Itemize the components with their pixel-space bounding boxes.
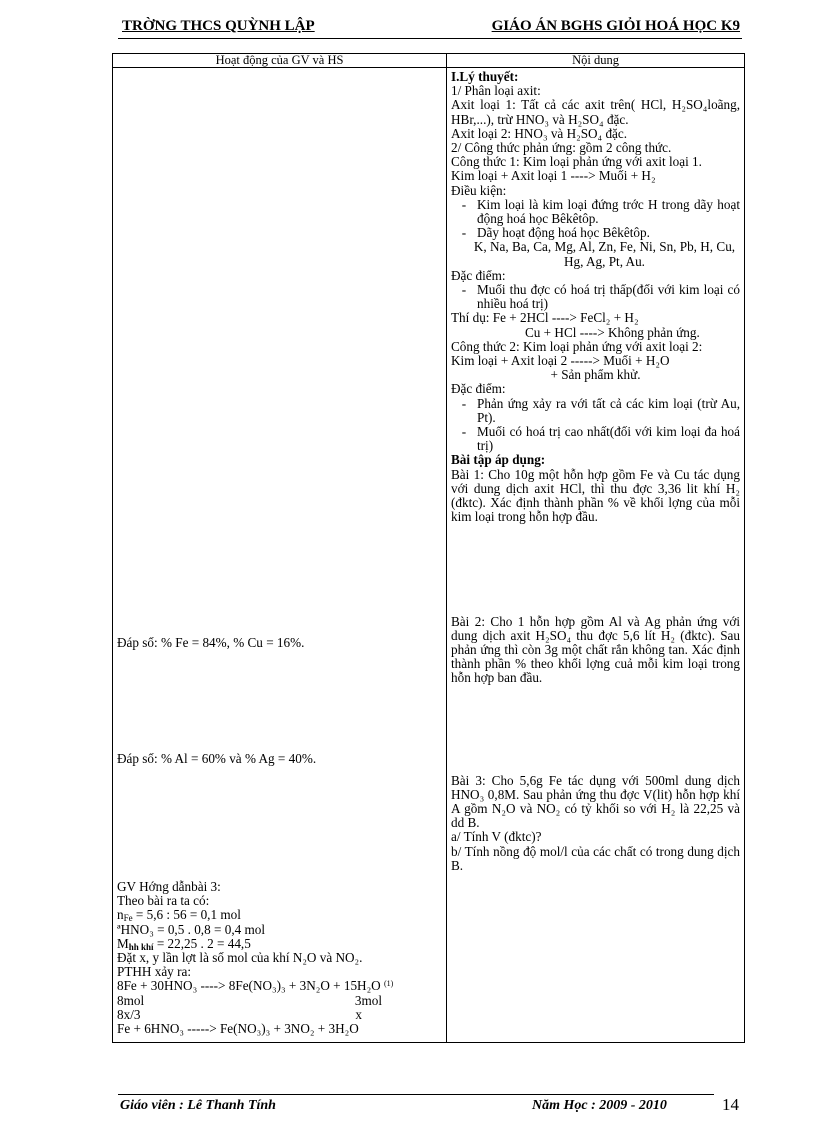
page-header bbox=[118, 18, 742, 38]
guide-line-4: $M_{hh khí} = 22,25$ . 2 = 44,5 bbox=[117, 935, 251, 952]
activities-cell bbox=[113, 68, 447, 1043]
mole-row-1: 8mol 3mol bbox=[117, 992, 382, 1008]
acid-type-2: Axit loại 2: HNO₃ và H₂SO₄ đặc. bbox=[451, 125, 628, 141]
exercise-3b: b/ Tính nồng độ mol/l của các chất có trong dung dịch B. bbox=[451, 843, 740, 873]
answer-1: Đáp số: % Fe = 84%, % Cu = 16%. bbox=[117, 635, 305, 650]
lesson-table bbox=[112, 53, 745, 1043]
example-line-2: Cu + HCl ----> Không phản ứng. bbox=[525, 324, 700, 340]
features-label-1: Đặc điểm: bbox=[451, 267, 506, 283]
document-title: GIÁO ÁN BGHS GIỎI HOÁ HỌC K9 bbox=[491, 18, 740, 34]
header-rule bbox=[118, 38, 742, 39]
guide-line-2: $n_{Fe} = 5,6$ : 56 = 0,1 mol bbox=[117, 907, 241, 924]
acid-classification-title: 1/ Phân loại axit: bbox=[451, 83, 541, 99]
exercise-3a: a/ Tính V (đktc)? bbox=[451, 829, 542, 845]
formula-1: Kim loại + Axit loại 1 ----> Muối + H₂ bbox=[451, 168, 656, 184]
table-header-row bbox=[113, 54, 745, 68]
col-header-activities: Hoạt động của GV và HS bbox=[113, 54, 447, 68]
condition-item-2: - Dãy hoạt động hoá học Bêkêtôp. bbox=[461, 225, 650, 241]
guide-line-5: Đặt x, y lần lợt là số mol của khí N₂O và NO₂. bbox=[117, 950, 363, 966]
table-body-row bbox=[113, 68, 745, 1043]
answer-2: Đáp số: % Al = 60% và % Ag = 40%. bbox=[117, 751, 317, 766]
feature-item-2: - Phản ứng xảy ra với tất cả các kim loại (trừ Au, Pt). bbox=[461, 395, 740, 425]
feature-item-1: - Muối thu đợc có hoá trị thấp(đối với kim loại có nhiều hoá trị) bbox=[461, 282, 740, 312]
theory-heading: I.Lý thuyết: bbox=[451, 69, 519, 84]
teacher-name: Giáo viên : Lê Thanh Tính bbox=[120, 1098, 276, 1113]
formula-2-cont: + Sản phẩm khử. bbox=[550, 367, 641, 383]
exercises-heading: Bài tập áp dụng: bbox=[451, 452, 546, 468]
content-cell bbox=[447, 68, 745, 1043]
school-year: Năm Học : 2009 - 2010 bbox=[532, 1098, 667, 1113]
guide-line-1: Theo bài ra ta có: bbox=[117, 893, 210, 909]
school-name: TRỜNG THCS QUỲNH LẬP bbox=[122, 18, 315, 34]
mole-row-2: 8x/3 x bbox=[117, 1006, 362, 1022]
guide-title: GV Hớng dẫnbài 3: bbox=[117, 879, 221, 894]
equation-2: Fe + 6HNO₃ -----> Fe(NO₃)₃ + 3NO₂ + 3H₂O bbox=[117, 1021, 359, 1037]
exercise-1: Bài 1: Cho 10g một hỗn hợp gồm Fe và Cu tác dụng với dung dịch axit HCl, thì thu đợc 3,36 lit khí H₂ (đktc). Xác định thành phần % về khối lợng của mỗi kim loại trong hỗn hợp đầu. bbox=[451, 466, 740, 525]
formula-2: Kim loại + Axit loại 2 -----> Muối + H₂O bbox=[451, 353, 670, 369]
acid-type-1: Axit loại 1: Tất cả các axit trên( HCl, H₂SO₄loãng, HBr,...), trừ HNO₃ và H₂SO₄ đặc. bbox=[451, 97, 740, 127]
guide-exercise-3 bbox=[117, 880, 442, 1036]
page-number: 14 bbox=[722, 1095, 739, 1114]
col-header-content: Nội dung bbox=[447, 54, 745, 68]
formula-1-title: Công thức 1: Kim loại phản ứng với axit loại 1. bbox=[451, 154, 702, 170]
footer-rule bbox=[118, 1094, 714, 1095]
feature-item-3: - Muối có hoá trị cao nhất(đối với kim loại đa hoá trị) bbox=[461, 424, 740, 454]
exercise-2: Bài 2: Cho 1 hỗn hợp gồm Al và Ag phản ứng với dung dịch axit H₂SO₄ thu đợc 5,6 lít H₂ (đktc). Sau phản ứng thì còn 3g một chất rắn không tan. Xác định thành phần % theo khối lợng cuả mỗi kim loại trong hỗn hợp ban đầu. bbox=[451, 613, 740, 686]
activity-series: K, Na, Ba, Ca, Mg, Al, Zn, Fe, Ni, Sn, Pb, H, Cu, Hg, Ag, Pt, Au. bbox=[473, 239, 736, 269]
formula-title: 2/ Công thức phản ứng: gồm 2 công thức. bbox=[451, 140, 672, 156]
exercise-3: Bài 3: Cho 5,6g Fe tác dụng với 500ml dung dịch HNO₃ 0,8M. Sau phản ứng thu đợc V(lit) hỗn hợp khí A gồm N₂O và NO₂ có tỷ khối so với H₂ là 22,25 và dd B. bbox=[451, 772, 740, 831]
guide-line-3: ªHNO₃ = 0,5 . 0,8 = 0,4 mol bbox=[117, 921, 266, 937]
conditions-label: Điều kiện: bbox=[451, 182, 507, 198]
guide-line-6: PTHH xảy ra: bbox=[117, 964, 191, 980]
example-line-1: Thí dụ: Fe + 2HCl ----> FeCl₂ + H₂ bbox=[451, 310, 639, 326]
condition-item-1: - Kim loại là kim loại đứng trớc H trong dãy hoạt động hoá học Bêkêtôp. bbox=[461, 196, 740, 227]
features-label-2: Đặc điểm: bbox=[451, 381, 506, 397]
equation-1: 8Fe + 30HNO₃ ----> 8Fe(NO₃)₃ + 3N₂O + 15H₂O $^{(1)}$ bbox=[117, 978, 394, 994]
formula-2-title: Công thức 2: Kim loại phản ứng với axit loại 2: bbox=[451, 338, 703, 354]
